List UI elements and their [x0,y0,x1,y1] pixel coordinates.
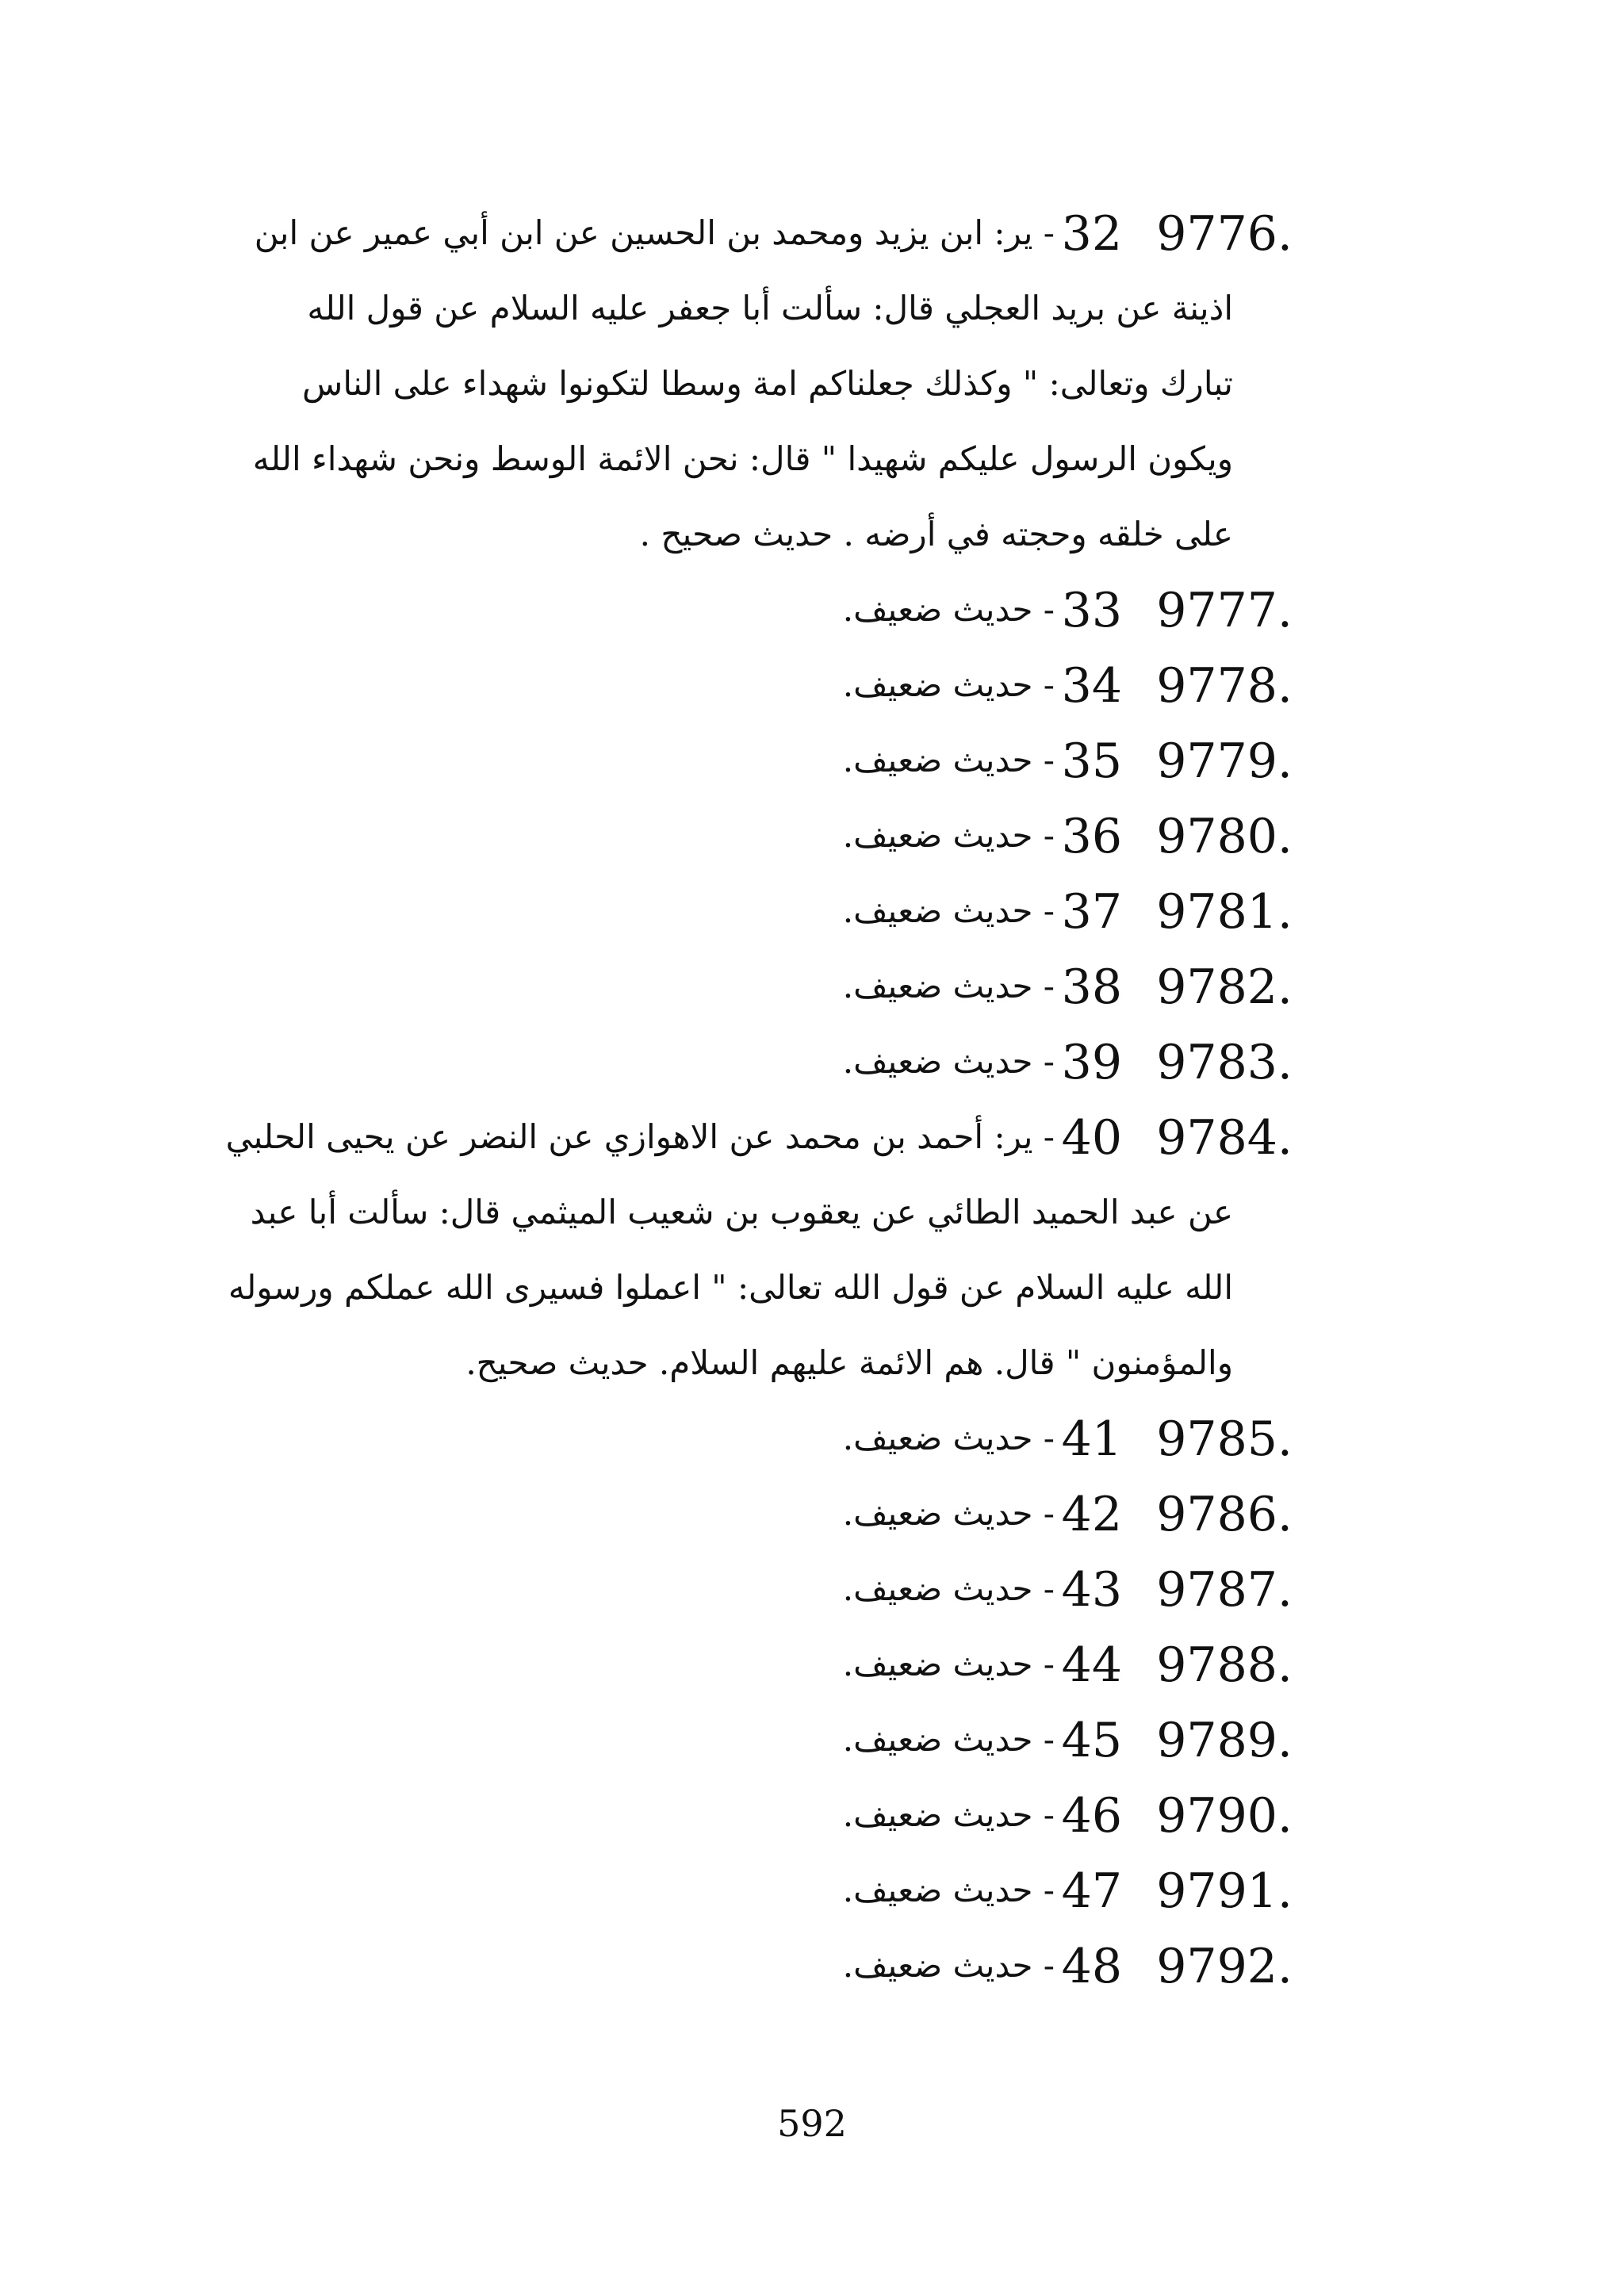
hadith-number [1061,206,1293,262]
hadith-entry [262,733,1293,813]
hadith-entry [262,1788,1293,1867]
hadith-text-line: - حديث ضعيف. [842,741,1055,779]
hadith-text-line: - حديث ضعيف. [842,590,1055,629]
hadith-serial: 9778. [1156,658,1293,714]
hadith-serial: 9785. [1156,1411,1293,1467]
hadith-text-line: والمؤمنون " قال. هم الائمة عليهم السلام. حديث صحيح. [465,1343,1233,1382]
hadith-number [1061,658,1293,714]
hadith-number [1061,1713,1293,1768]
hadith-number [1061,1487,1293,1542]
hadith-entry [262,809,1293,888]
hadith-entry [262,1562,1293,1641]
hadith-index: 33 [1061,583,1122,638]
hadith-entry [262,1863,1293,1943]
hadith-text-line: الله عليه السلام عن قول الله تعالى: " اعملوا فسيرى الله عملكم ورسوله [228,1268,1233,1307]
hadith-entry [262,1411,1293,1491]
hadith-text-line: عن عبد الحميد الطائي عن يعقوب بن شعيب الميثمي قال: سألت أبا عبد [250,1193,1233,1231]
hadith-text-line: - حديث ضعيف. [842,1946,1055,1985]
hadith-index: 32 [1061,206,1122,262]
hadith-number [1061,733,1293,789]
hadith-number [1061,1110,1293,1166]
hadith-number [1061,1863,1293,1919]
hadith-serial: 9791. [1156,1863,1293,1919]
hadith-entry [262,1713,1293,1792]
hadith-serial: 9790. [1156,1788,1293,1844]
hadith-number [1061,1939,1293,1994]
hadith-text-line: - حديث ضعيف. [842,967,1055,1005]
hadith-serial: 9788. [1156,1637,1293,1693]
hadith-entry [262,583,1293,662]
hadith-index: 48 [1061,1939,1122,1994]
hadith-index: 37 [1061,884,1122,940]
hadith-serial: 9784. [1156,1110,1293,1166]
hadith-entry [262,1939,1293,2018]
hadith-serial: 9789. [1156,1713,1293,1768]
hadith-text-line: - ير: ابن يزيد ومحمد بن الحسين عن ابن أبي عمير عن ابن [254,213,1055,252]
hadith-entry [262,959,1293,1039]
hadith-entry [262,1487,1293,1566]
hadith-entry [252,206,1293,587]
hadith-number [1061,1788,1293,1844]
hadith-entry [262,884,1293,963]
hadith-number [1061,1562,1293,1618]
hadith-text-line: - حديث ضعيف. [842,816,1055,855]
hadith-number [1061,1637,1293,1693]
hadith-index: 42 [1061,1487,1122,1542]
hadith-number [1061,1035,1293,1090]
hadith-index: 41 [1061,1411,1122,1467]
hadith-serial: 9781. [1156,884,1293,940]
hadith-text-line: - حديث ضعيف. [842,1871,1055,1909]
hadith-index: 38 [1061,959,1122,1015]
hadith-index: 43 [1061,1562,1122,1618]
hadith-index: 47 [1061,1863,1122,1919]
hadith-index: 39 [1061,1035,1122,1090]
hadith-number [1061,583,1293,638]
hadith-text-line: ويكون الرسول عليكم شهيدا " قال: نحن الائمة الوسط ونحن شهداء الله [252,439,1233,478]
hadith-index: 34 [1061,658,1122,714]
hadith-text-line: - حديث ضعيف. [842,1494,1055,1533]
hadith-index: 44 [1061,1637,1122,1693]
hadith-serial: 9777. [1156,583,1293,638]
hadith-number [1061,884,1293,940]
hadith-text-line: - حديث ضعيف. [842,1795,1055,1834]
hadith-entry [262,658,1293,737]
hadith-index: 35 [1061,733,1122,789]
hadith-index: 46 [1061,1788,1122,1844]
page-number: 592 [777,2102,847,2145]
hadith-text-line: - حديث ضعيف. [842,1645,1055,1683]
hadith-serial: 9780. [1156,809,1293,864]
hadith-number [1061,809,1293,864]
hadith-text-line: - حديث ضعيف. [842,665,1055,704]
hadith-index: 40 [1061,1110,1122,1166]
hadith-text-line: تبارك وتعالى: " وكذلك جعلناكم امة وسطا لتكونوا شهداء على الناس [302,364,1233,403]
hadith-serial: 9792. [1156,1939,1293,1994]
hadith-text-line: - حديث ضعيف. [842,891,1055,930]
hadith-serial: 9782. [1156,959,1293,1015]
hadith-text-line: - حديث ضعيف. [842,1042,1055,1081]
hadith-index: 36 [1061,809,1122,864]
hadith-text-line: اذينة عن بريد العجلي قال: سألت أبا جعفر عليه السلام عن قول الله [307,289,1233,327]
hadith-text-line: على خلقه وحجته في أرضه . حديث صحيح . [639,515,1233,553]
hadith-text-line: - حديث ضعيف. [842,1419,1055,1457]
hadith-serial: 9787. [1156,1562,1293,1618]
hadith-number [1061,959,1293,1015]
hadith-serial: 9783. [1156,1035,1293,1090]
hadith-number [1061,1411,1293,1467]
hadith-entry [262,1637,1293,1717]
hadith-entry [262,1035,1293,1114]
hadith-serial: 9786. [1156,1487,1293,1542]
hadith-serial: 9779. [1156,733,1293,789]
hadith-index: 45 [1061,1713,1122,1768]
hadith-serial: 9776. [1156,206,1293,262]
hadith-text-line: - ير: أحمد بن محمد عن الاهوازي عن النضر عن يحيى الحلبي [225,1117,1055,1156]
hadith-entry [225,1110,1293,1415]
hadith-text-line: - حديث ضعيف. [842,1569,1055,1608]
hadith-text-line: - حديث ضعيف. [842,1720,1055,1759]
